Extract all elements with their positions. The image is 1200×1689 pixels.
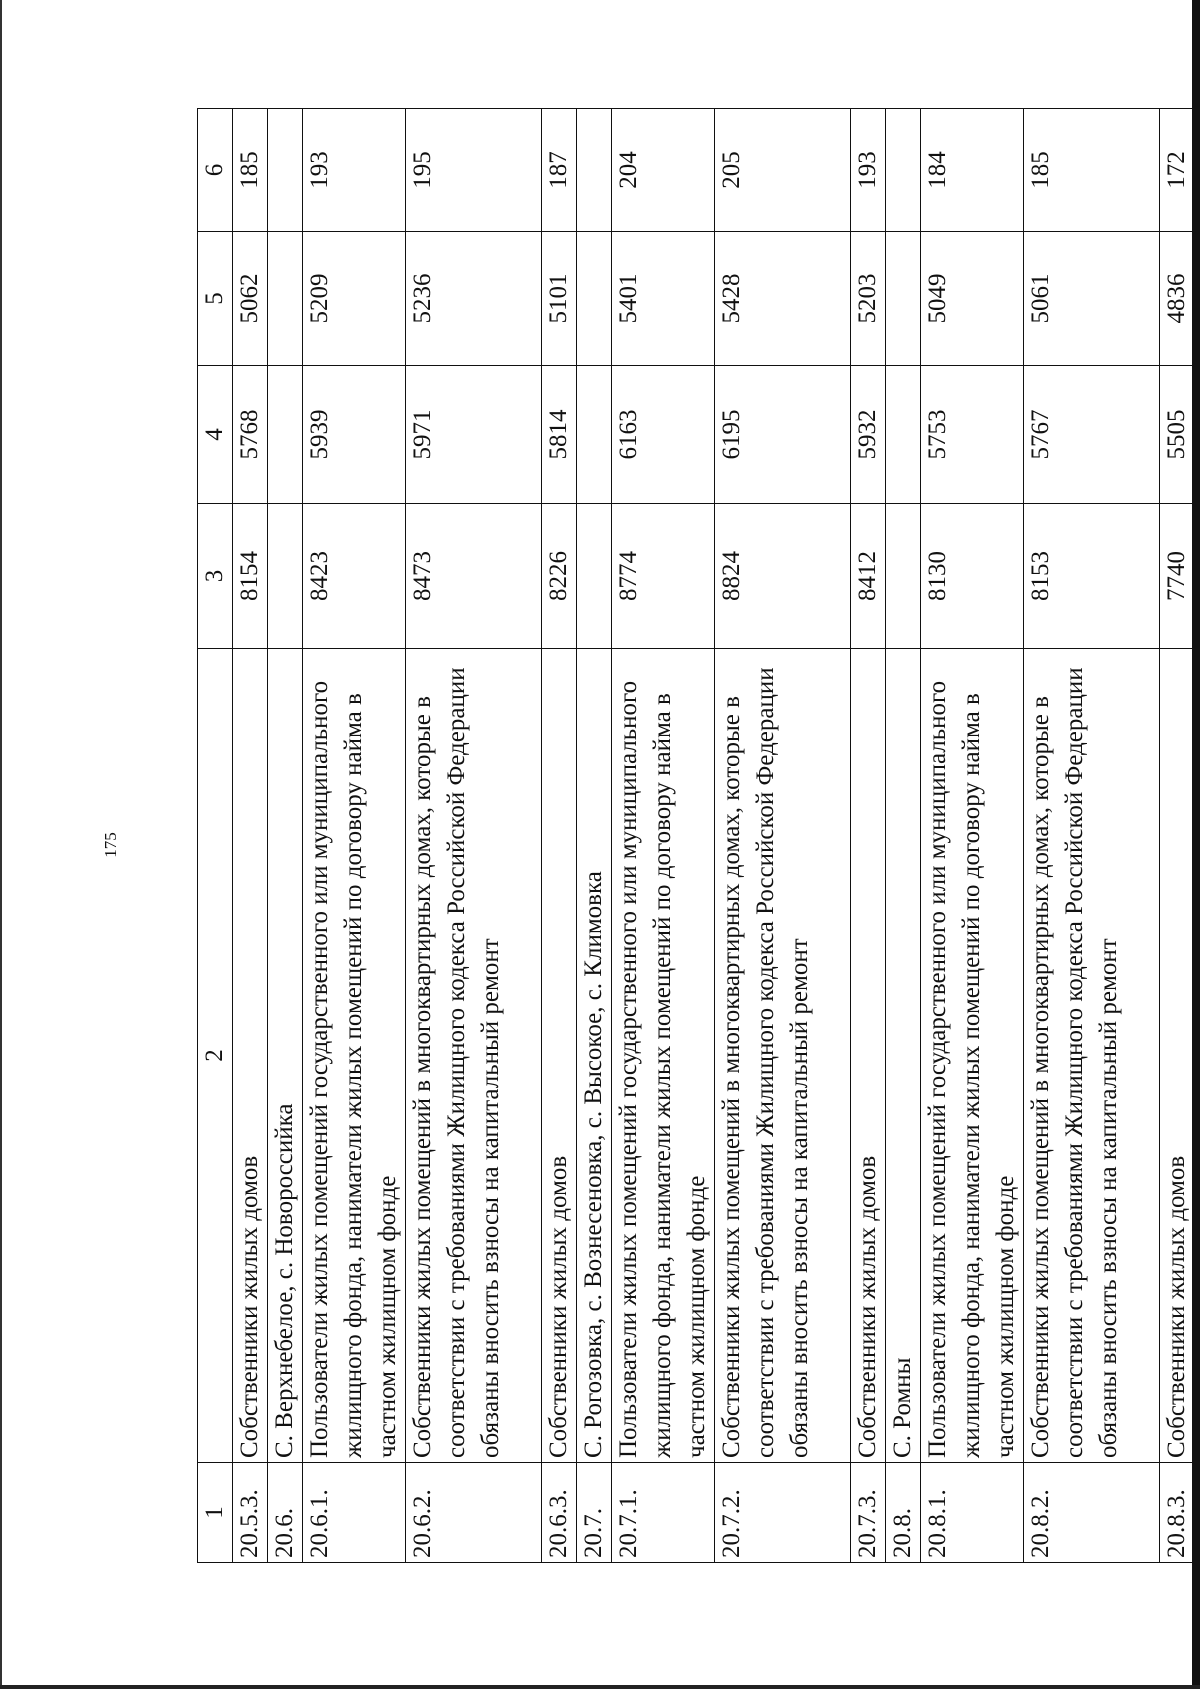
cell-col3: 8153 (1024, 504, 1160, 649)
cell-col4: 5767 (1024, 366, 1160, 504)
row-code: 20.7.2. (715, 1463, 851, 1563)
row-code: 20.6.1. (303, 1463, 406, 1563)
row-code: 20.6. (268, 1463, 303, 1563)
cell-col5: 5428 (715, 232, 851, 366)
cell-col5 (268, 232, 303, 366)
cell-col6 (577, 109, 612, 232)
cell-col3 (577, 504, 612, 649)
table-row (886, 109, 921, 1563)
row-name: Пользователи жилых помещений государственного или муниципального жилищного фонда, наниматели жилых помещений по договору найма в частном жилищном фонде (612, 649, 715, 1463)
table-row (406, 109, 542, 1563)
row-code: 20.6.3. (542, 1463, 577, 1563)
cell-col4: 5505 (1160, 366, 1195, 504)
column-header: 2 (198, 649, 233, 1463)
cell-col3: 8774 (612, 504, 715, 649)
cell-col3 (268, 504, 303, 649)
cell-col5: 5049 (921, 232, 1024, 366)
cell-col6: 187 (542, 109, 577, 232)
table-row (612, 109, 715, 1563)
column-header: 5 (198, 232, 233, 366)
row-name: Собственники жилых помещений в многоквартирных домах, которые в соответствии с требованиями Жилищного кодекса Российской Федерации обязаны вносить взносы на капитальный ремонт (406, 649, 542, 1463)
cell-col5: 5209 (303, 232, 406, 366)
row-name: Собственники жилых помещений в многоквартирных домах, которые в соответствии с требованиями Жилищного кодекса Российской Федерации обязаны вносить взносы на капитальный ремонт (715, 649, 851, 1463)
cell-col5: 5203 (851, 232, 886, 366)
row-code: 20.8. (886, 1463, 921, 1563)
cell-col3: 8412 (851, 504, 886, 649)
cell-col4 (268, 366, 303, 504)
cell-col5: 4836 (1160, 232, 1195, 366)
table-header-row (198, 109, 233, 1563)
row-code: 20.5.3. (233, 1463, 268, 1563)
row-name: Пользователи жилых помещений государственного или муниципального жилищного фонда, наниматели жилых помещений по договору найма в частном жилищном фонде (303, 649, 406, 1463)
row-code: 20.6.2. (406, 1463, 542, 1563)
table-row (577, 109, 612, 1563)
cell-col5: 5401 (612, 232, 715, 366)
table-row (921, 109, 1024, 1563)
column-header: 6 (198, 109, 233, 232)
row-name: Пользователи жилых помещений государственного или муниципального жилищного фонда, наниматели жилых помещений по договору найма в частном жилищном фонде (921, 649, 1024, 1463)
row-code: 20.8.3. (1160, 1463, 1195, 1563)
cell-col3: 8473 (406, 504, 542, 649)
row-name: С. Верхнебелое, с. Новороссийка (268, 649, 303, 1463)
cell-col3: 8130 (921, 504, 1024, 649)
table-row (268, 109, 303, 1563)
table-row (1024, 109, 1160, 1563)
row-code: 20.7.3. (851, 1463, 886, 1563)
cell-col5: 5061 (1024, 232, 1160, 366)
cell-col5 (577, 232, 612, 366)
cell-col4 (886, 366, 921, 504)
cell-col3: 8226 (542, 504, 577, 649)
cell-col5: 5062 (233, 232, 268, 366)
row-name: Собственники жилых домов (542, 649, 577, 1463)
column-header: 1 (198, 1463, 233, 1563)
tariff-table (197, 108, 1195, 1563)
column-header: 3 (198, 504, 233, 649)
table-row (851, 109, 886, 1563)
row-name: С. Рогозовка, с. Вознесеновка, с. Высокое, с. Климовка (577, 649, 612, 1463)
row-code: 20.7.1. (612, 1463, 715, 1563)
column-header: 4 (198, 366, 233, 504)
cell-col6: 193 (303, 109, 406, 232)
cell-col3: 8423 (303, 504, 406, 649)
cell-col6: 184 (921, 109, 1024, 232)
cell-col3: 8154 (233, 504, 268, 649)
cell-col6: 185 (1024, 109, 1160, 232)
cell-col4: 6195 (715, 366, 851, 504)
row-name: Собственники жилых домов (233, 649, 268, 1463)
cell-col3: 8824 (715, 504, 851, 649)
cell-col4: 5932 (851, 366, 886, 504)
row-code: 20.8.2. (1024, 1463, 1160, 1563)
cell-col4: 5753 (921, 366, 1024, 504)
scan-edge-left (0, 0, 2, 1689)
cell-col6: 205 (715, 109, 851, 232)
table-row (233, 109, 268, 1563)
cell-col3 (886, 504, 921, 649)
row-name: С. Ромны (886, 649, 921, 1463)
cell-col6: 193 (851, 109, 886, 232)
cell-col4 (577, 366, 612, 504)
scan-edge-bottom (0, 1685, 1200, 1689)
cell-col6: 204 (612, 109, 715, 232)
cell-col6: 195 (406, 109, 542, 232)
rotated-table-container (197, 109, 1190, 1563)
row-name: Собственники жилых помещений в многоквартирных домах, которые в соответствии с требованиями Жилищного кодекса Российской Федерации обязаны вносить взносы на капитальный ремонт (1024, 649, 1160, 1463)
cell-col6 (268, 109, 303, 232)
cell-col6: 172 (1160, 109, 1195, 232)
table-row (542, 109, 577, 1563)
cell-col6 (886, 109, 921, 232)
cell-col5: 5101 (542, 232, 577, 366)
row-code: 20.8.1. (921, 1463, 1024, 1563)
row-name: Собственники жилых домов (1160, 649, 1195, 1463)
row-name: Собственники жилых домов (851, 649, 886, 1463)
cell-col4: 5939 (303, 366, 406, 504)
cell-col6: 185 (233, 109, 268, 232)
cell-col5 (886, 232, 921, 366)
cell-col4: 5768 (233, 366, 268, 504)
row-code: 20.7. (577, 1463, 612, 1563)
cell-col4: 5971 (406, 366, 542, 504)
cell-col4: 5814 (542, 366, 577, 504)
cell-col5: 5236 (406, 232, 542, 366)
table-row (1160, 109, 1195, 1563)
table-row (715, 109, 851, 1563)
page-number: 175 (101, 832, 120, 858)
cell-col3: 7740 (1160, 504, 1195, 649)
table-row (303, 109, 406, 1563)
cell-col4: 6163 (612, 366, 715, 504)
